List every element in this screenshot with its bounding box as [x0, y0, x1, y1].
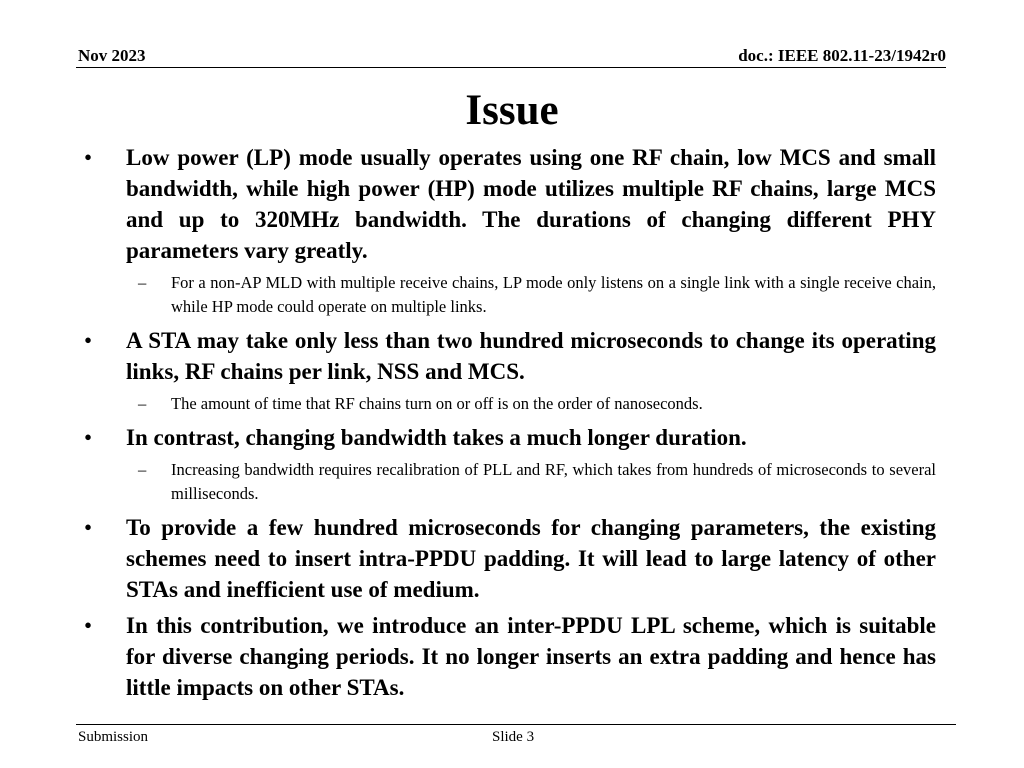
sub-bullet-3-text: Increasing bandwidth requires recalibration of PLL and RF, which takes from hundreds of microseconds to several milliseconds. — [171, 460, 936, 503]
bullet-mark: • — [84, 425, 93, 450]
bullet-2-text: A STA may take only less than two hundred microseconds to change its operating links, RF chains per link, NSS and MCS. — [126, 328, 936, 384]
sub-bullet-3 — [80, 458, 936, 506]
footer-submission: Submission — [78, 729, 149, 745]
bullet-4 — [80, 512, 936, 605]
bullet-5-text: In this contribution, we introduce an inter-PPDU LPL scheme, which is suitable for diverse changing periods. It no longer inserts an extra padding and hence has little impacts on other STAs. — [126, 613, 936, 700]
bullet-mark: • — [84, 515, 93, 540]
bullet-2 — [80, 325, 936, 387]
header-doc-number: doc.: IEEE 802.11-23/1942r0 — [738, 46, 946, 65]
header-date: Nov 2023 — [78, 46, 146, 65]
bullet-mark: • — [84, 328, 93, 353]
bullet-1-text: Low power (LP) mode usually operates using one RF chain, low MCS and small bandwidth, while high power (HP) mode utilizes multiple RF chains, large MCS and up to 320MHz bandwidth. The durations of changing different PHY parameters vary greatly. — [126, 145, 936, 263]
slide-number: Slide 3 — [492, 729, 535, 745]
sub-bullet-2 — [80, 392, 936, 416]
bullet-1 — [80, 142, 936, 266]
slide-body — [80, 142, 936, 708]
bullet-4-text: To provide a few hundred microseconds for changing parameters, the existing schemes need to insert intra-PPDU padding. It will lead to large latency of other STAs and inefficient use of medium. — [126, 515, 936, 602]
bullet-mark: • — [84, 145, 93, 170]
sub-bullet-mark: – — [138, 460, 147, 479]
sub-bullet-mark: – — [138, 394, 147, 413]
footer-divider — [76, 724, 956, 725]
bullet-3 — [80, 422, 936, 453]
sub-bullet-1 — [80, 271, 936, 319]
header-divider — [76, 67, 946, 68]
bullet-3-text: In contrast, changing bandwidth takes a much longer duration. — [126, 425, 747, 450]
slide-title: Issue — [465, 87, 559, 134]
bullet-5 — [80, 610, 936, 703]
sub-bullet-1-text: For a non-AP MLD with multiple receive chains, LP mode only listens on a single link with a single receive chain, while HP mode could operate on multiple links. — [171, 273, 936, 316]
sub-bullet-2-text: The amount of time that RF chains turn on or off is on the order of nanoseconds. — [171, 394, 703, 413]
sub-bullet-mark: – — [138, 273, 147, 292]
bullet-mark: • — [84, 613, 93, 638]
